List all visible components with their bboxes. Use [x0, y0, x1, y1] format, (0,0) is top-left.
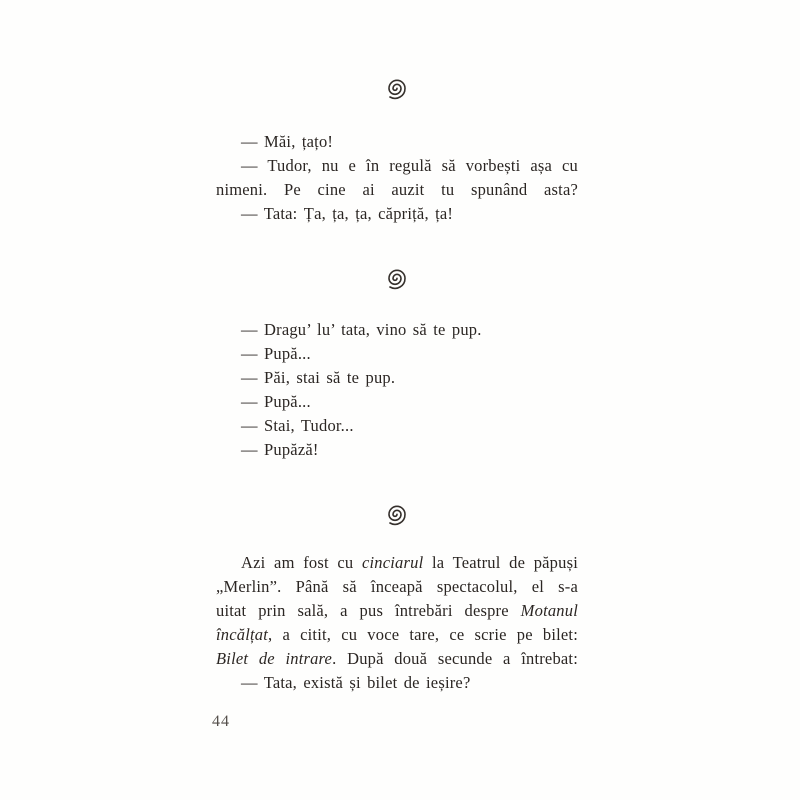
- dialogue-line: — Pupă...: [241, 344, 311, 363]
- dialogue-block-1: [216, 130, 578, 226]
- prose-line: Azi am fost cu cinciarul la Teatrul de păpuși: [241, 553, 578, 572]
- prose-block: [216, 551, 578, 695]
- dialogue-line: — Stai, Tudor...: [241, 416, 354, 435]
- book-page-text-area: [216, 0, 578, 800]
- dialogue-line: — Tata: Ța, ța, ța, căpriță, ța!: [241, 204, 454, 223]
- dialogue-line: nimeni. Pe cine ai auzit tu spunând asta?: [216, 180, 578, 199]
- dialogue-line: — Măi, țațo!: [241, 132, 334, 151]
- dialogue-line: — Tata, există și bilet de ieșire?: [241, 673, 471, 692]
- spiral-ornament-icon: [216, 268, 578, 290]
- prose-line: încălțat, a citit, cu voce tare, ce scrie pe bilet:: [216, 625, 578, 644]
- dialogue-line: — Pupă...: [241, 392, 311, 411]
- dialogue-block-2: [216, 318, 578, 462]
- prose-line: Bilet de intrare. După două secunde a întrebat:: [216, 649, 578, 668]
- dialogue-line: — Păi, stai să te pup.: [241, 368, 396, 387]
- spiral-ornament-icon: [216, 78, 578, 100]
- prose-line: uitat prin sală, a pus întrebări despre Motanul: [216, 601, 578, 620]
- page-number: 44: [212, 713, 230, 730]
- prose-line: „Merlin”. Până să înceapă spectacolul, el s-a: [216, 577, 578, 596]
- spiral-ornament-icon: [216, 504, 578, 526]
- dialogue-line: — Dragu’ lu’ tata, vino să te pup.: [241, 320, 482, 339]
- dialogue-line: — Pupăză!: [241, 440, 319, 459]
- dialogue-line: — Tudor, nu e în regulă să vorbești așa cu: [241, 156, 578, 175]
